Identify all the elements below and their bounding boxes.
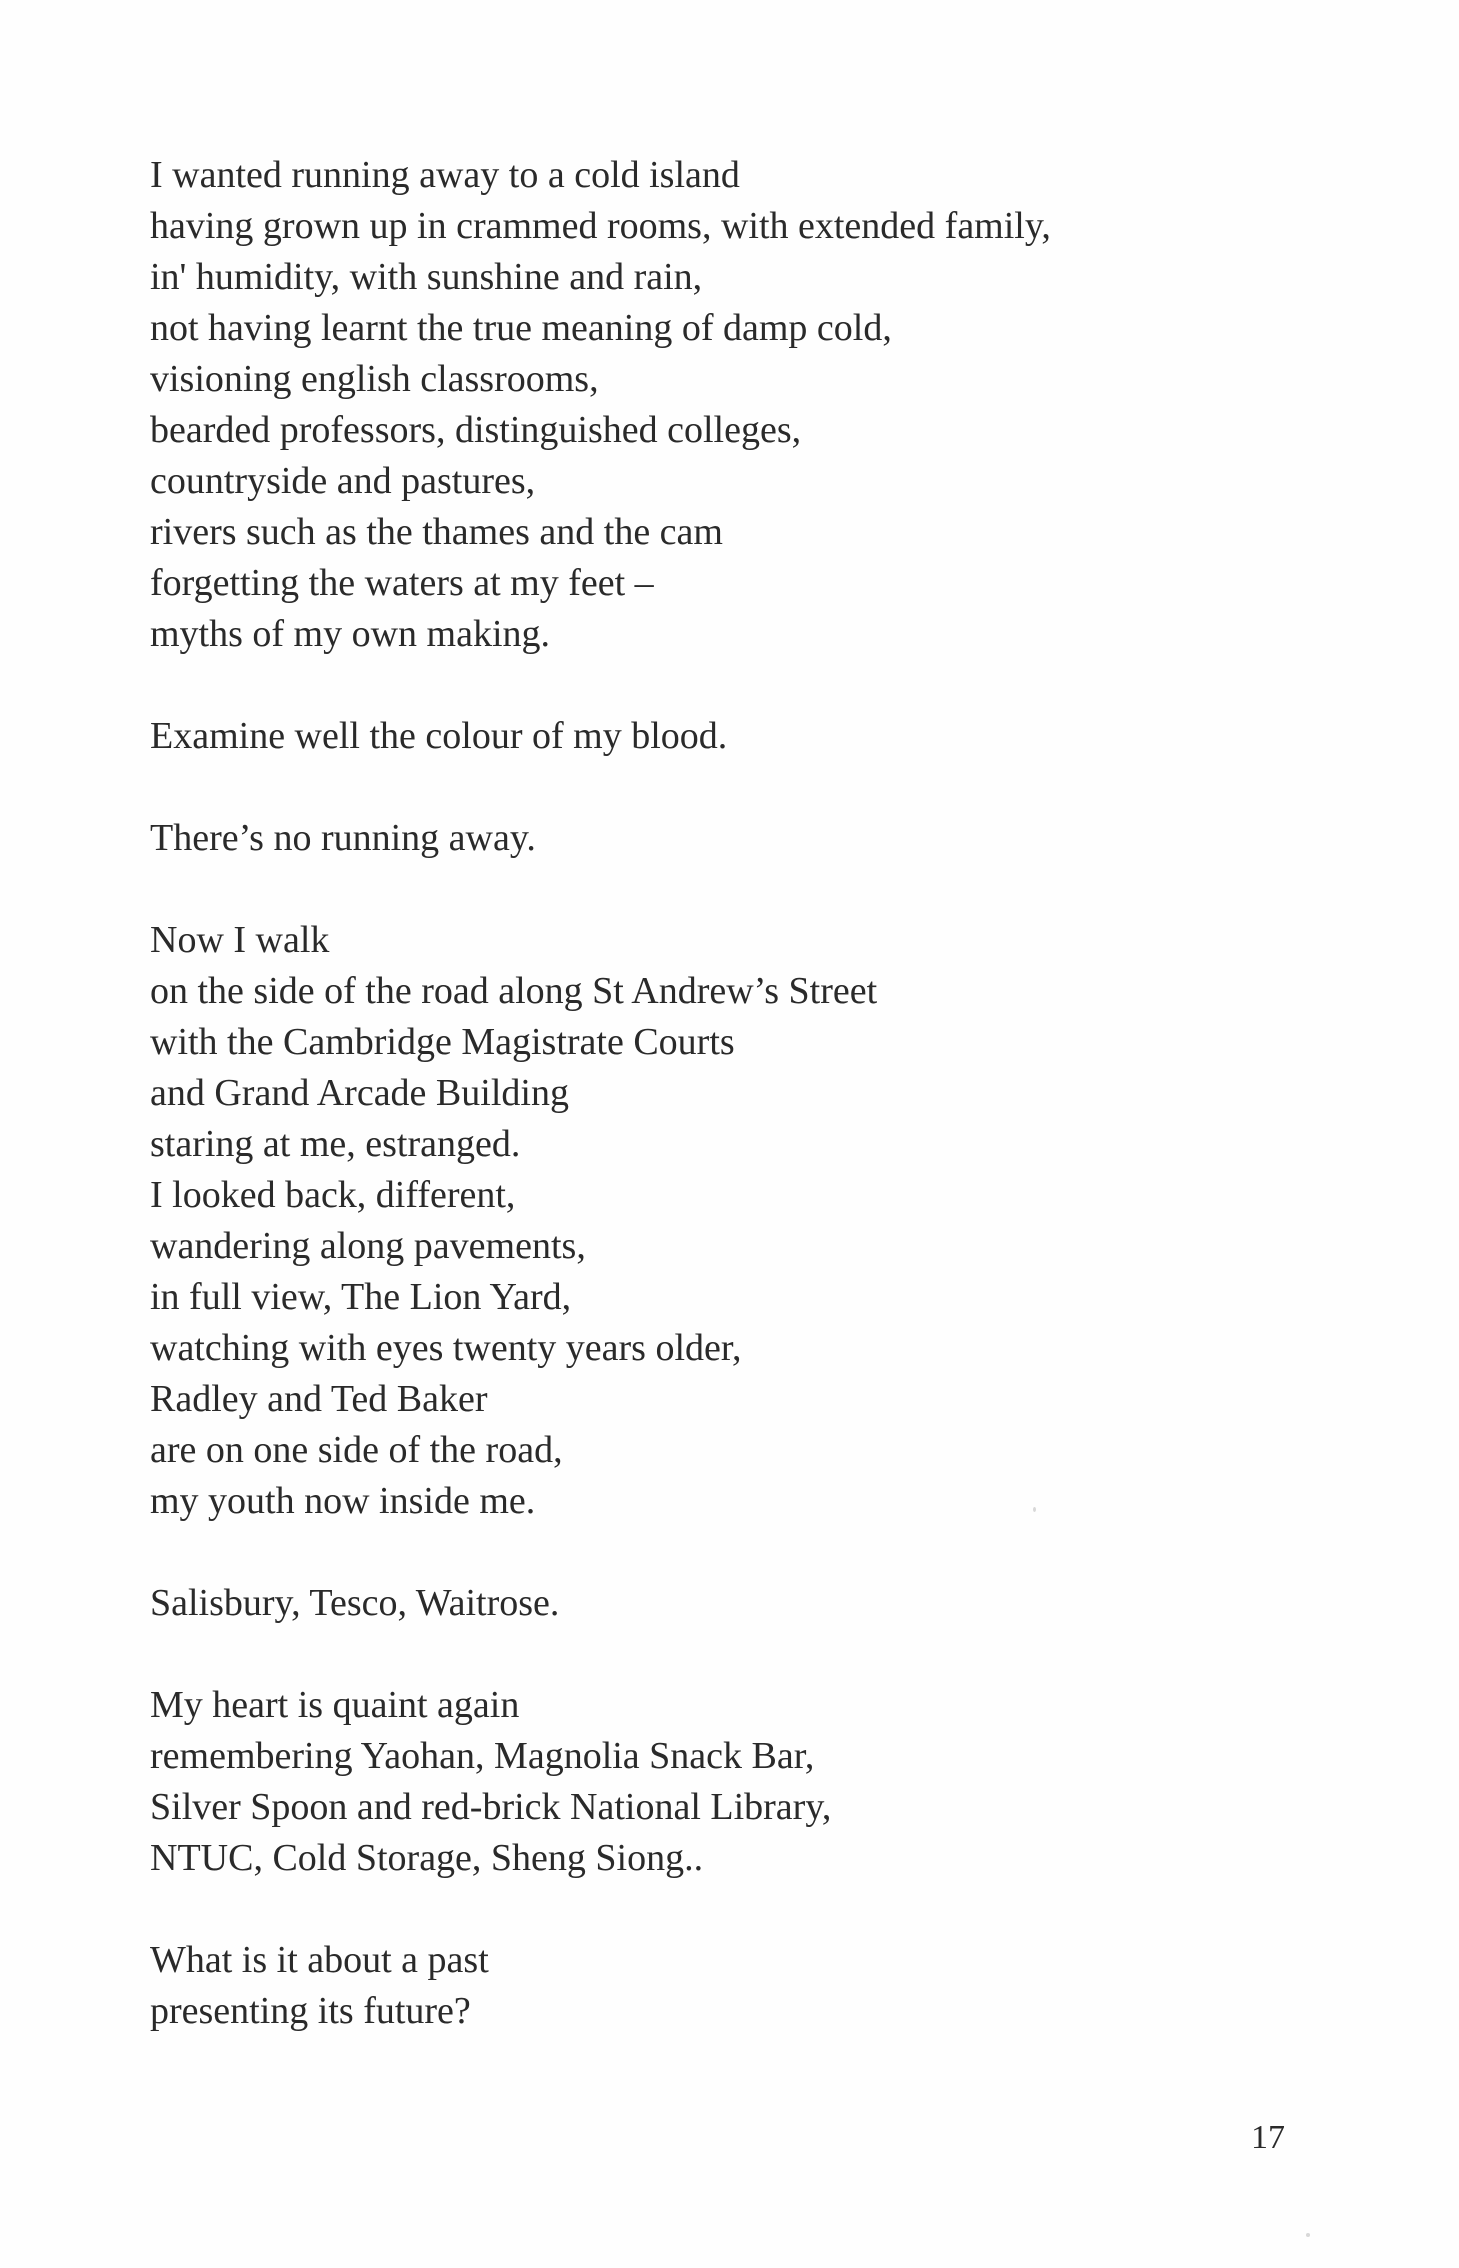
poem-line: wandering along pavements, — [150, 1225, 586, 1267]
poem-line: in full view, The Lion Yard, — [150, 1276, 572, 1318]
poem-line: and Grand Arcade Building — [150, 1072, 569, 1114]
poem-line: are on one side of the road, — [150, 1429, 563, 1471]
poem-line: myths of my own making. — [150, 613, 551, 655]
stanza — [150, 150, 1250, 660]
poem-line: bearded professors, distinguished colleges, — [150, 409, 802, 451]
poem-line: on the side of the road along St Andrew’s Street — [150, 970, 878, 1012]
scan-speck — [1306, 2233, 1310, 2237]
poem-line: Salisbury, Tesco, Waitrose. — [150, 1582, 560, 1624]
poem-line: rivers such as the thames and the cam — [150, 511, 723, 553]
poem-line: staring at me, estranged. — [150, 1123, 521, 1165]
poem-line: Now I walk — [150, 919, 330, 961]
stanza — [150, 1578, 1250, 1629]
poem-line: my youth now inside me. — [150, 1480, 536, 1522]
poem-line: I looked back, different, — [150, 1174, 516, 1216]
poem — [150, 150, 1250, 2088]
poem-line: I wanted running away to a cold island — [150, 154, 740, 196]
poem-line: NTUC, Cold Storage, Sheng Siong.. — [150, 1837, 704, 1879]
stanza — [150, 813, 1250, 864]
scan-speck — [1033, 1507, 1036, 1512]
stanza — [150, 1935, 1250, 2037]
poem-line: presenting its future? — [150, 1990, 471, 2032]
poem-line: forgetting the waters at my feet – — [150, 562, 654, 604]
poem-line: remembering Yaohan, Magnolia Snack Bar, — [150, 1735, 815, 1777]
poem-line: My heart is quaint again — [150, 1684, 520, 1726]
poem-line: watching with eyes twenty years older, — [150, 1327, 742, 1369]
poem-line: What is it about a past — [150, 1939, 489, 1981]
poem-line: in' humidity, with sunshine and rain, — [150, 256, 703, 298]
poem-line: with the Cambridge Magistrate Courts — [150, 1021, 735, 1063]
poem-line: Examine well the colour of my blood. — [150, 715, 728, 757]
poem-line: not having learnt the true meaning of damp cold, — [150, 307, 892, 349]
poem-line: Radley and Ted Baker — [150, 1378, 488, 1420]
page-number: 17 — [1251, 2119, 1285, 2156]
poem-line: visioning english classrooms, — [150, 358, 599, 400]
stanza — [150, 915, 1250, 1527]
stanza — [150, 711, 1250, 762]
poem-line: having grown up in crammed rooms, with extended family, — [150, 205, 1051, 247]
poem-line: countryside and pastures, — [150, 460, 536, 502]
stanza — [150, 1680, 1250, 1884]
poem-line: There’s no running away. — [150, 817, 536, 859]
poem-line: Silver Spoon and red-brick National Library, — [150, 1786, 832, 1828]
